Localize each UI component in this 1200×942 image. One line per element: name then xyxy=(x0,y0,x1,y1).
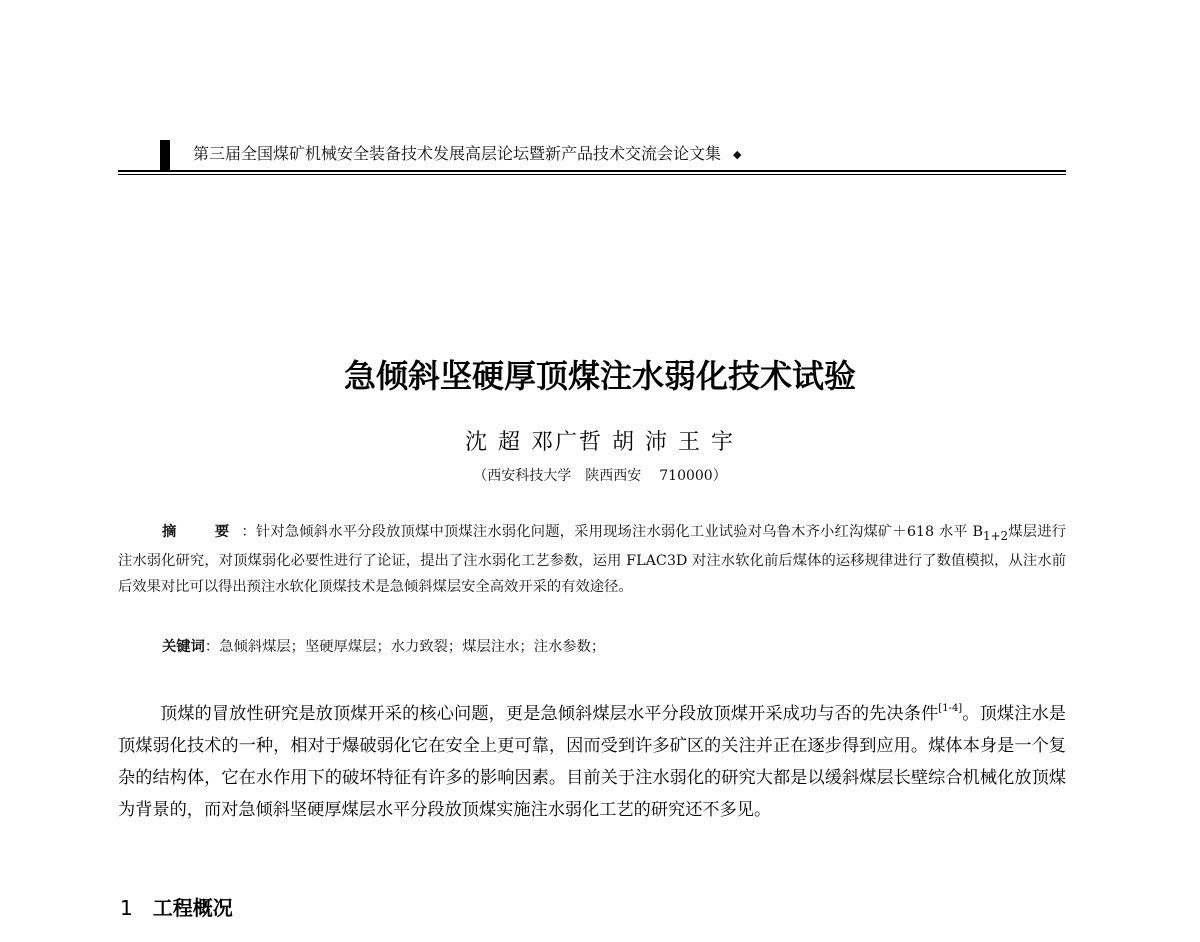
section-heading xyxy=(120,893,233,923)
keywords-label: 关键词 xyxy=(162,639,205,655)
abstract-text-1: ：针对急倾斜水平分段放顶煤中顶煤注水弱化问题，采用现场注水弱化工业试验对乌鲁木齐小红沟煤矿＋618 水平 B xyxy=(241,524,983,540)
paper-title: 急倾斜坚硬厚顶煤注水弱化技术试验 xyxy=(343,357,856,395)
section-title: 工程概况 xyxy=(152,896,233,920)
affiliation-text: （西安科技大学 陕西西安 xyxy=(473,468,642,484)
citation-ref: [1-4] xyxy=(938,703,963,714)
section-number: 1 xyxy=(120,896,133,920)
diamond-icon: ◆ xyxy=(733,148,742,161)
header-rule-thick xyxy=(118,170,1066,172)
abstract-text-2: 煤层进行注水弱化研究，对顶煤弱化必要性进行了论证，提出了注水弱化工艺参数，运用 FLAC3D 对注水软化前后煤体的运移规律进行了数值模拟，从注水前后效果对比可以得出预注水软化顶煤技术是急倾斜煤层安全高效开采的有效途径。 xyxy=(118,524,1067,595)
abstract xyxy=(118,520,1066,600)
running-title xyxy=(193,144,741,165)
abstract-subscript: 1+2 xyxy=(983,528,1009,543)
intro-text xyxy=(118,698,1066,826)
abstract-paragraph xyxy=(118,520,1066,600)
intro-text-1: 顶煤的冒放性研究是放顶煤开采的核心问题，更是急倾斜煤层水平分段放顶煤开采成功与否的先决条件 xyxy=(160,704,939,724)
authors: 沈 超 邓广哲 胡 沛 王 宇 xyxy=(465,430,735,455)
intro-text-2: 。顶煤注水是顶煤弱化技术的一种，相对于爆破弱化它在安全上更可靠，因而受到许多矿区的关注并正在逐步得到应用。煤体本身是一个复杂的结构体，它在水作用下的破坏特征有许多的影响因素。目前关于注水弱化的研究大都是以缓斜煤层长壁综合机械化放顶煤为背景的，而对急倾斜坚硬厚煤层水平分段放顶煤实施注水弱化工艺的研究还不多见。 xyxy=(118,704,1066,820)
header-bar-marker xyxy=(160,140,170,170)
keywords xyxy=(162,636,605,658)
abstract-label: 摘 要 xyxy=(162,524,242,540)
affiliation xyxy=(0,466,1200,486)
header-rule-thin xyxy=(118,174,1066,175)
keywords-text: ：急倾斜煤层；坚硬厚煤层；水力致裂；煤层注水；注水参数； xyxy=(204,639,606,655)
running-title-text: 第三届全国煤矿机械安全装备技术发展高层论坛暨新产品技术交流会论文集 xyxy=(193,144,722,163)
intro-paragraph xyxy=(118,698,1066,826)
postal-code: 710000） xyxy=(659,468,727,484)
running-header xyxy=(118,140,1066,174)
